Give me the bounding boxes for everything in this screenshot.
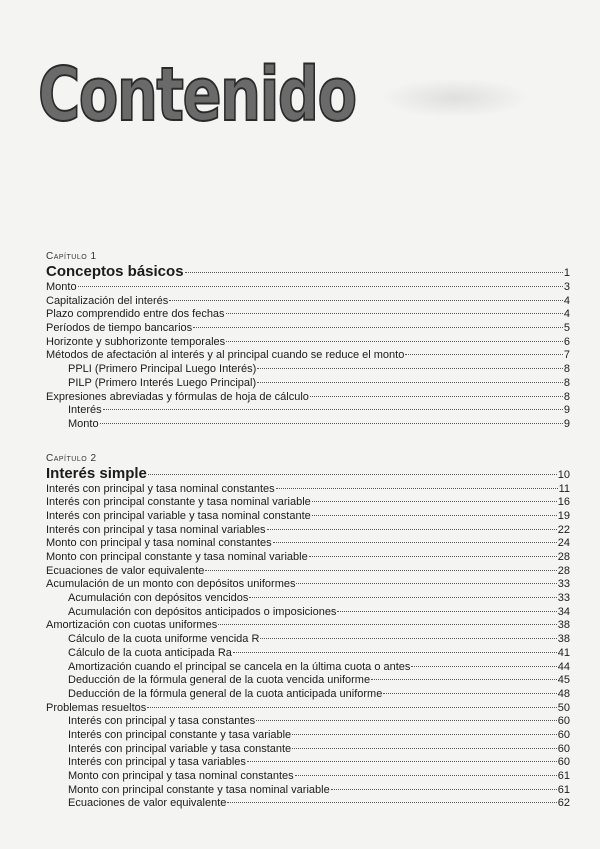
toc-subentry[interactable] [46,404,570,418]
dot-leader [103,409,563,410]
toc-subentry[interactable] [46,633,570,647]
toc-subentry[interactable] [46,606,570,620]
entry-text: Ecuaciones de valor equivalente [68,797,227,810]
page-number: 38 [557,633,570,646]
entry-text: Interés con principal variable y tasa constante [68,742,292,755]
dot-leader [233,652,557,653]
page-number: 33 [557,578,570,591]
toc-entry[interactable] [46,496,570,510]
dot-leader [100,423,563,424]
entry-text: Capitalización del interés [46,294,169,307]
entry-text: Interés con principal y tasa variables [68,756,246,769]
page-number: 7 [563,349,570,362]
scan-smudge [380,78,530,118]
page-number: 60 [557,756,570,769]
page-number: 8 [563,376,570,389]
entry-text: Ecuaciones de valor equivalente [46,564,205,577]
entry-text: Interés con principal constante y tasa variable [68,728,292,741]
page-number: 45 [557,674,570,687]
entry-text: Acumulación de un monto con depósitos uniformes [46,578,296,591]
entry-text: Amortización cuando el principal se cancela en la última cuota o antes [68,660,411,673]
chapter-title-row[interactable] [46,465,570,483]
toc-entry[interactable] [46,322,570,336]
entry-text: PPLI (Primero Principal Luego Interés) [68,363,257,376]
page-number: 5 [563,322,570,335]
toc-entry[interactable] [46,391,570,405]
entry-text: Monto con principal y tasa nominal constantes [46,537,272,550]
table-of-contents [46,250,570,811]
dot-leader [292,748,557,749]
toc-entry[interactable] [46,702,570,716]
dot-leader [273,542,557,543]
toc-entry[interactable] [46,578,570,592]
dot-leader [276,488,558,489]
page-number: 48 [557,687,570,700]
page-number: 28 [557,551,570,563]
toc-subentry[interactable] [46,674,570,688]
dot-leader [218,624,557,625]
dot-leader [337,611,556,612]
dot-leader [257,368,563,369]
toc-entry[interactable] [46,308,570,322]
toc-entry[interactable] [46,537,570,551]
page-number: 19 [557,509,570,522]
page-number: 41 [557,646,570,659]
entry-text: Interés con principal y tasa nominal variables [46,523,266,536]
dot-leader [247,761,557,762]
toc-entry[interactable] [46,281,570,295]
dot-leader [267,529,557,530]
dot-leader [405,354,563,355]
page-number: 34 [557,605,570,618]
page-number: 8 [563,363,570,376]
dot-leader [226,341,563,342]
page-number: 4 [563,308,570,321]
dot-leader [257,382,563,383]
toc-entry[interactable] [46,510,570,524]
entry-text: Interés con principal y tasa nominal constantes [46,482,275,495]
entry-text: Monto [46,281,77,293]
page-title: Contenido [38,52,356,138]
chapter-title-row[interactable] [46,263,570,281]
toc-subentry[interactable] [46,418,570,432]
page-number: 60 [557,742,570,755]
page-number: 16 [557,496,570,509]
dot-leader [78,286,563,287]
entry-text: Interés con principal constante y tasa nominal variable [46,496,311,509]
page-number: 61 [557,783,570,796]
toc-entry[interactable] [46,349,570,363]
dot-leader [331,789,557,790]
entry-text: Acumulación con depósitos anticipados o imposiciones [68,605,337,618]
toc-entry[interactable] [46,483,570,497]
toc-subentry[interactable] [46,729,570,743]
toc-subentry[interactable] [46,688,570,702]
chapter-title: Interés simple [46,464,147,482]
toc-subentry[interactable] [46,647,570,661]
entry-text: Horizonte y subhorizonte temporales [46,335,226,348]
toc-entry[interactable] [46,551,570,565]
page-number: 3 [563,281,570,293]
page-number: 61 [557,770,570,782]
toc-entry[interactable] [46,336,570,350]
page-number: 28 [557,564,570,577]
chapter-label: Capítulo 2 [46,452,97,464]
page-number: 60 [557,728,570,741]
dot-leader [383,693,556,694]
toc-subentry[interactable] [46,592,570,606]
dot-leader [260,638,556,639]
dot-leader [256,720,557,721]
chapter-title: Conceptos básicos [46,263,184,280]
toc-subentry[interactable] [46,661,570,675]
dot-leader [249,597,556,598]
entry-text: PILP (Primero Interés Luego Principal) [68,376,257,389]
dot-leader [205,570,556,571]
entry-text: Interés [68,404,102,417]
toc-subentry[interactable] [46,756,570,770]
toc-subentry[interactable] [46,784,570,798]
dot-leader [226,313,563,314]
toc-subentry[interactable] [46,743,570,757]
page-number: 11 [558,482,570,495]
entry-text: Amortización con cuotas uniformes [46,619,218,632]
page-number: 62 [557,797,570,810]
page-number: 4 [563,294,570,307]
dot-leader [310,396,563,397]
dot-leader [371,679,557,680]
dot-leader [296,583,556,584]
entry-text: Cálculo de la cuota uniforme vencida R [68,633,260,646]
entry-text: Plazo comprendido entre dos fechas [46,308,225,321]
toc-subentry[interactable] [46,363,570,377]
dot-leader [312,515,557,516]
page-number: 24 [557,537,570,550]
entry-text: Interés con principal variable y tasa nominal constante [46,509,311,522]
entry-text: Problemas resueltos [46,701,147,714]
toc-subentry[interactable] [46,377,570,391]
entry-text: Monto con principal constante y tasa nominal variable [46,551,308,563]
entry-text: Deducción de la fórmula general de la cuota anticipada uniforme [68,687,383,700]
page-number: 38 [557,619,570,632]
toc-subentry[interactable] [46,770,570,784]
entry-text: Monto con principal constante y tasa nominal variable [68,783,330,796]
dot-leader [147,707,556,708]
dot-leader [292,734,557,735]
entry-text: Monto [68,417,99,430]
page-number: 9 [563,404,570,417]
toc-entry[interactable] [46,295,570,309]
dot-leader [411,666,556,667]
toc-entry[interactable] [46,524,570,538]
entry-text: Monto con principal y tasa nominal constantes [68,770,294,782]
dot-leader [295,775,557,776]
entry-text: Períodos de tiempo bancarios [46,322,193,335]
dot-leader [185,272,563,273]
entry-text: Expresiones abreviadas y fórmulas de hoja de cálculo [46,390,309,403]
dot-leader [309,556,557,557]
toc-subentry[interactable] [46,715,570,729]
entry-text: Interés con principal y tasa constantes [68,715,256,728]
toc-subentry[interactable] [46,797,570,811]
chapter-spacer [46,432,570,452]
chapter-label: Capítulo 1 [46,251,97,262]
page-number: 8 [563,390,570,403]
toc-entry[interactable] [46,565,570,579]
entry-text: Cálculo de la cuota anticipada Ra [68,646,232,659]
dot-leader [169,300,563,301]
dot-leader [312,501,557,502]
page-number: 6 [563,335,570,348]
dot-leader [193,327,563,328]
entry-text: Acumulación con depósitos vencidos [68,592,249,605]
page-number: 33 [557,592,570,605]
page-number: 50 [557,701,570,714]
page-number: 9 [563,417,570,430]
page-number: 10 [557,468,570,481]
entry-text: Métodos de afectación al interés y al principal cuando se reduce el monto [46,349,405,362]
dot-leader [227,802,556,803]
page-number: 22 [557,523,570,536]
page-number: 60 [557,715,570,728]
page-number: 1 [563,267,570,279]
toc-entry[interactable] [46,619,570,633]
page-number: 44 [557,660,570,673]
dot-leader [148,474,557,475]
entry-text: Deducción de la fórmula general de la cuota vencida uniforme [68,674,371,687]
